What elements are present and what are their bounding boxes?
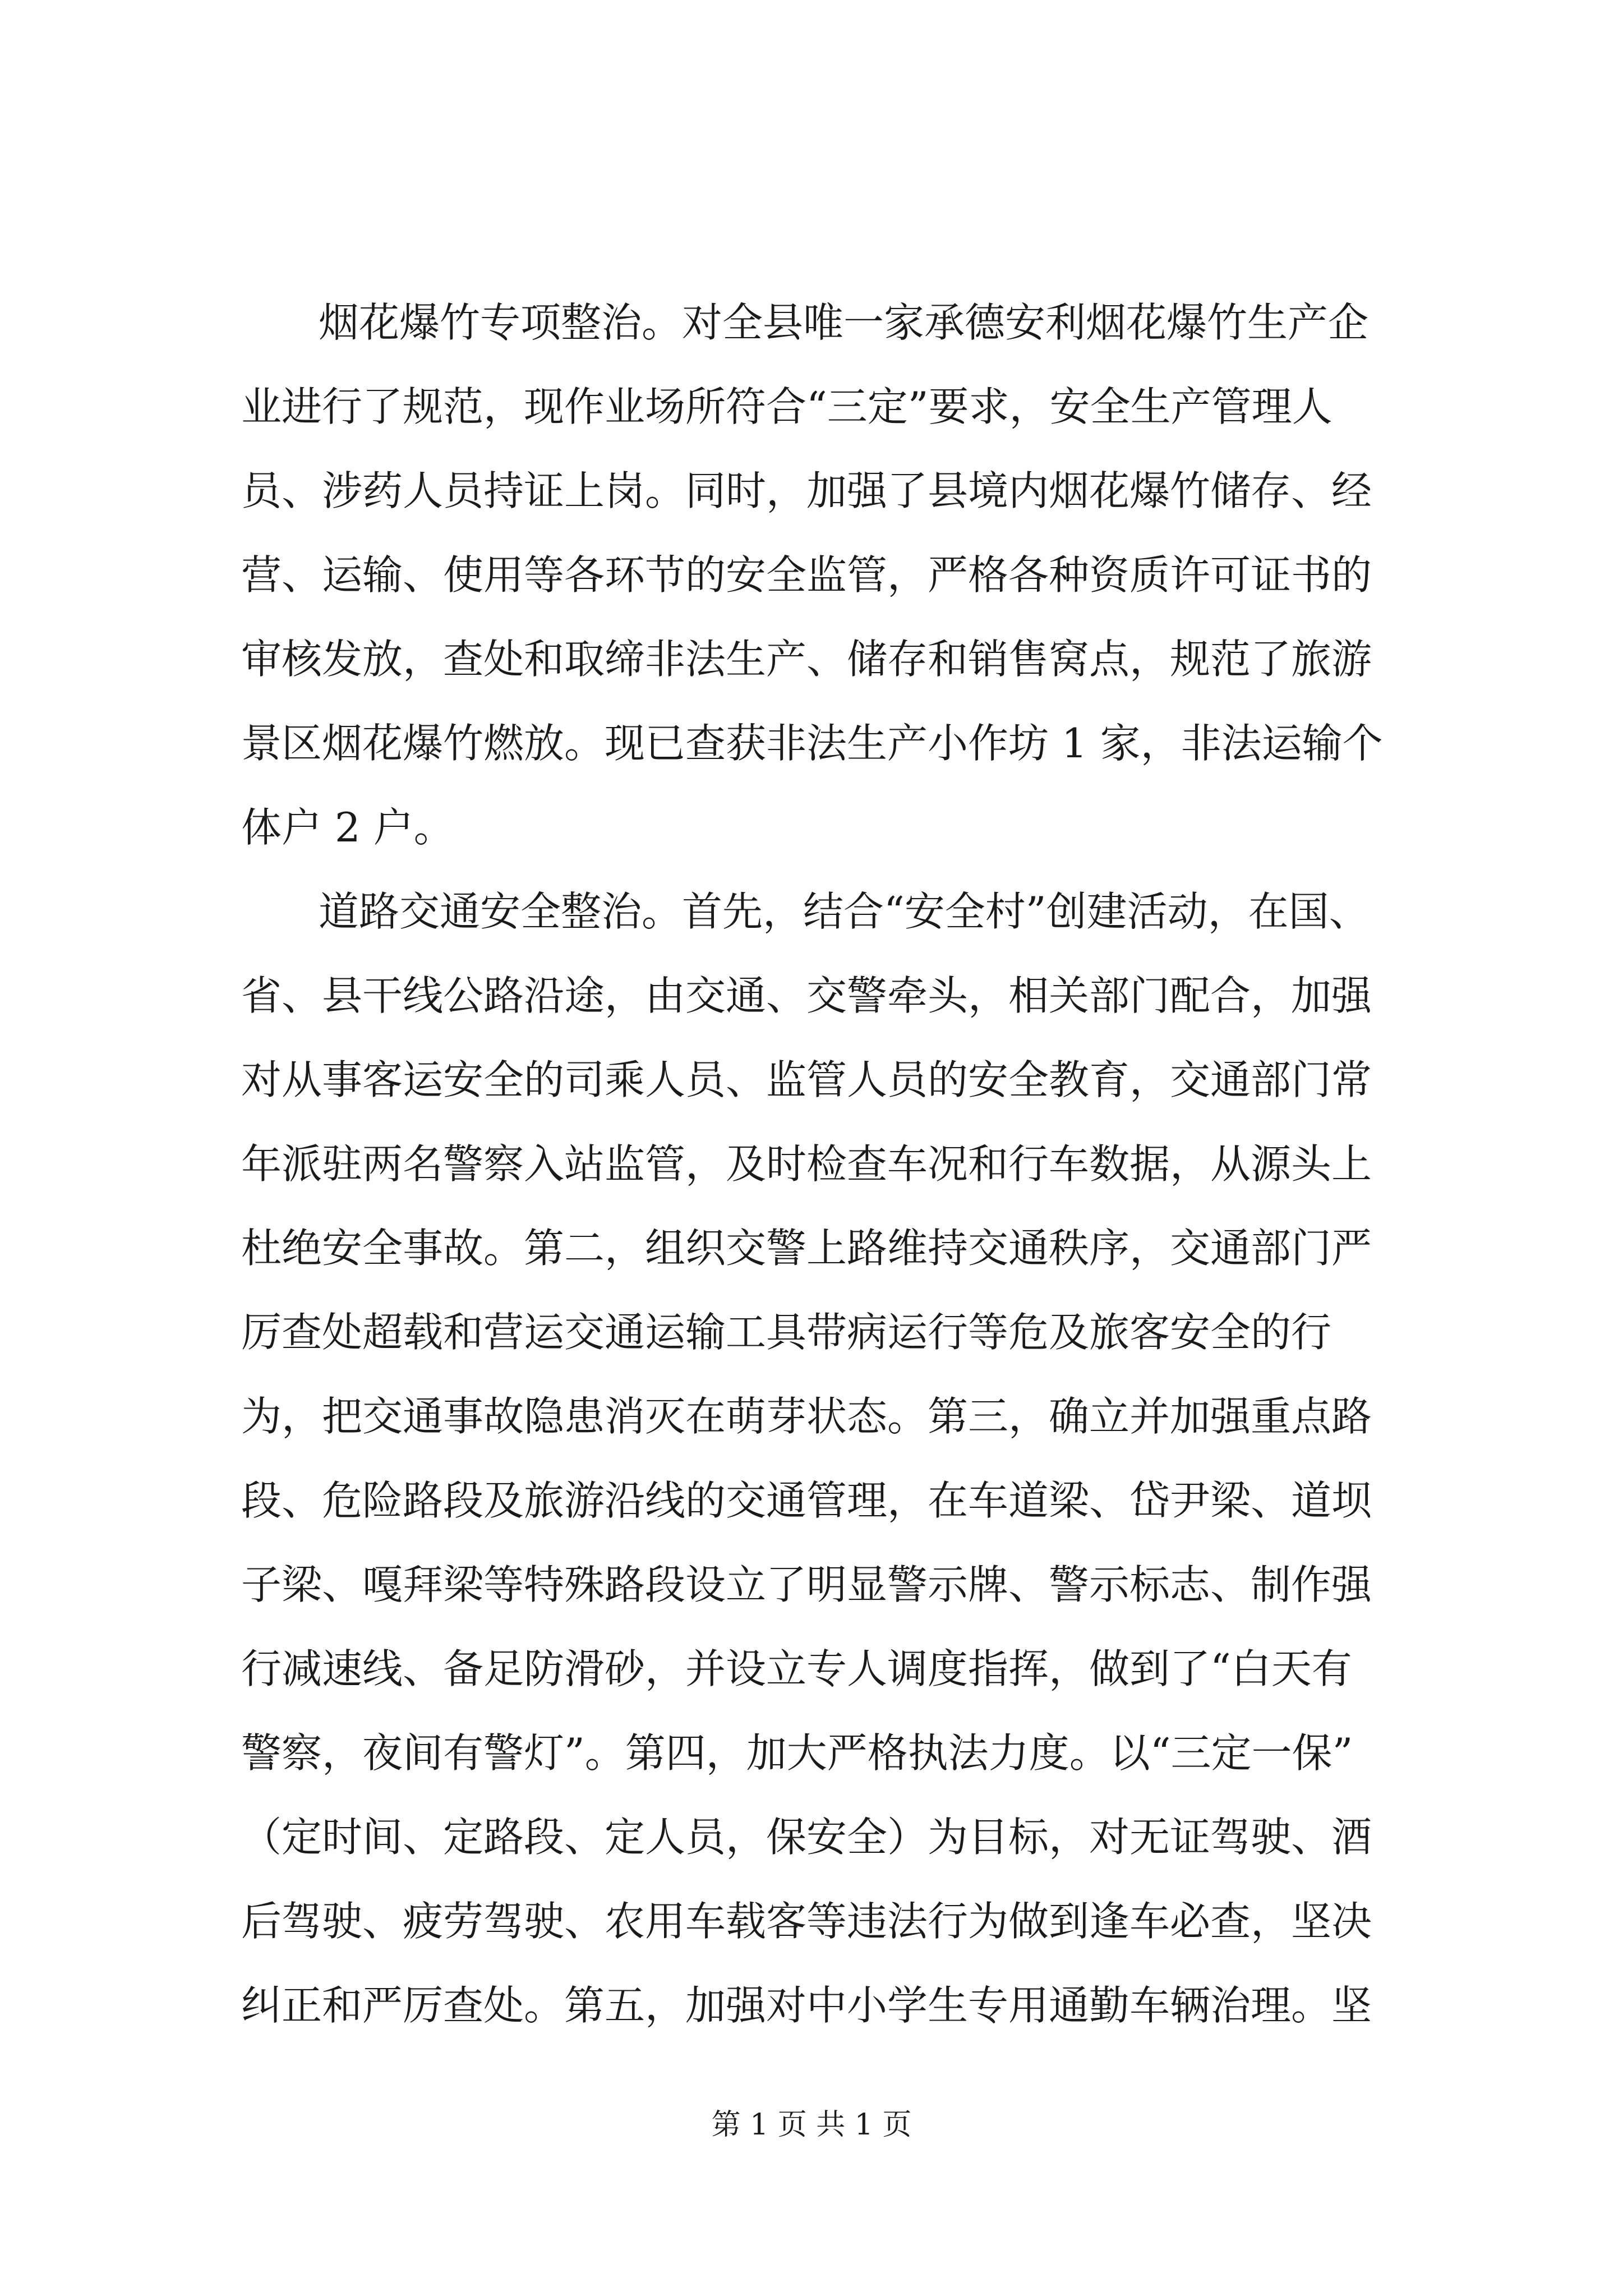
paragraph-2-line-5: 杜绝安全事故。第二，组织交警上路维持交通秩序，交通部门严 <box>241 1225 1372 1272</box>
document-body <box>241 280 1419 2132</box>
page-footer: 第 1 页 共 1 页 <box>711 2108 912 2142</box>
paragraph-2-line-12: （定时间、定路段、定人员，保安全）为目标，对无证驾驶、酒 <box>241 1814 1372 1861</box>
paragraph-2-line-2: 省、县干线公路沿途，由交通、交警牵头，相关部门配合，加强 <box>241 972 1372 1019</box>
paragraph-1-line-6: 景区烟花爆竹燃放。现已查获非法生产小作坊 1 家，非法运输个 <box>241 720 1383 767</box>
paragraph-1-line-2: 业进行了规范，现作业场所符合“三定”要求，安全生产管理人 <box>241 383 1332 430</box>
paragraph-1-line-5: 审核发放，查处和取缔非法生产、储存和销售窝点，规范了旅游 <box>241 636 1372 683</box>
paragraph-2-line-14: 纠正和严厉查处。第五，加强对中小学生专用通勤车辆治理。坚 <box>241 1982 1372 2029</box>
paragraph-1-line-3: 员、涉药人员持证上岗。同时，加强了县境内烟花爆竹储存、经 <box>241 467 1372 514</box>
paragraph-2-line-3: 对从事客运安全的司乘人员、监管人员的安全教育，交通部门常 <box>241 1056 1372 1103</box>
paragraph-2-line-11: 警察，夜间有警灯”。第四，加大严格执法力度。以“三定一保” <box>241 1729 1353 1777</box>
paragraph-2-line-6: 厉查处超载和营运交通运输工具带病运行等危及旅客安全的行 <box>241 1309 1332 1356</box>
paragraph-2-line-8: 段、危险路段及旅游沿线的交通管理，在车道梁、岱尹梁、道坝 <box>241 1477 1372 1524</box>
paragraph-1-line-4: 营、运输、使用等各环节的安全监管，严格各种资质许可证书的 <box>241 551 1372 599</box>
paragraph-2-line-7: 为，把交通事故隐患消灭在萌芽状态。第三，确立并加强重点路 <box>241 1393 1372 1440</box>
paragraph-1-line-1: 烟花爆竹专项整治。对全县唯一家承德安利烟花爆竹生产企 <box>319 299 1369 346</box>
paragraph-2-line-4: 年派驻两名警察入站监管，及时检查车况和行车数据，从源头上 <box>241 1140 1372 1188</box>
paragraph-2-line-13: 后驾驶、疲劳驾驶、农用车载客等违法行为做到逢车必查，坚决 <box>241 1898 1372 1945</box>
paragraph-2-line-10: 行减速线、备足防滑砂，并设立专人调度指挥，做到了“白天有 <box>241 1645 1352 1692</box>
paragraph-2-line-9: 子梁、嘎拜梁等特殊路段设立了明显警示牌、警示标志、制作强 <box>241 1561 1372 1608</box>
paragraph-1-line-7: 体户 2 户。 <box>241 804 454 851</box>
paragraph-2-line-1: 道路交通安全整治。首先，结合“安全村”创建活动，在国、 <box>319 888 1370 935</box>
